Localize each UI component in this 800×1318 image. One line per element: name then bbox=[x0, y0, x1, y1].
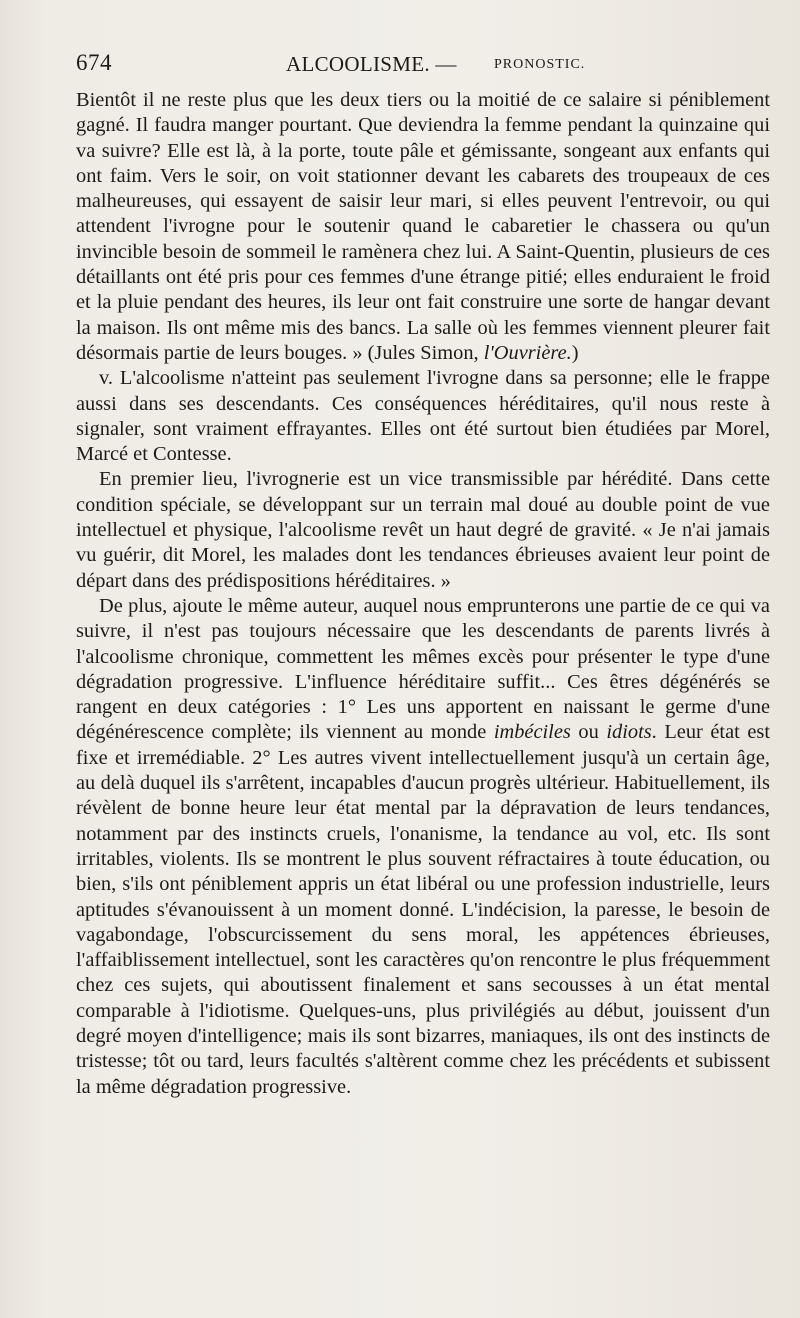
body-text bbox=[76, 88, 770, 1100]
paragraph-3: En premier lieu, l'ivrognerie est un vice transmissible par hérédité. Dans cette condition spéciale, se développant sur un terrain mal doué au double point de vue intellectuel et physique, l'alcoolisme revêt un haut degré de gravité. « Je n'ai jamais vu guérir, dit Morel, les malades dont les tendances ébrieuses avaient leur point de départ dans des prédispositions héréditaires. » bbox=[76, 468, 770, 592]
paragraph-text: ou bbox=[570, 721, 607, 744]
running-title: ALCOOLISME. — bbox=[286, 52, 457, 76]
paragraph-text: ) bbox=[571, 341, 579, 364]
italic-term: idiots bbox=[606, 721, 652, 744]
page-number: 674 bbox=[76, 50, 112, 75]
running-header bbox=[76, 50, 770, 86]
paragraph-text: . Leur état est fixe et irremédiable. 2° Les autres vivent intellectuellement jusqu'à un certain âge, au delà duquel ils s'arrêtent, incapables d'aucun progrès ultérieur. Habituellement, ils révèlent de bonne heure leur état mental par la dépravation de leurs tendances, notamment par des instincts cruels, l'onanisme, la tendance au vol, etc. Ils sont irritables, violents. Ils se montrent le plus souvent réfractaires à toute éducation, ou bien, s'ils ont péniblement appris un état libéral ou une profession industrielle, leurs aptitudes s'évanouissent à un moment donné. L'indécision, la paresse, le besoin de vagabondage, l'obscurcissement du sens moral, les appétences ébrieuses, l'affaiblissement intellectuel, sont les caractères qu'on rencontre le plus fréquemment chez ces sujets, qui aboutissent finalement et sans secousses à un état mental comparable à l'idiotisme. Quelques-uns, plus privilégiés au début, jouissent d'un degré moyen d'intelligence; mais ils sont bizarres, maniaques, ils ont des instincts de tristesse; tôt ou tard, leurs facultés s'altèrent comme chez les précédents et subissent la même dégradation progressive. bbox=[76, 721, 770, 1098]
italic-title: l'Ouvrière. bbox=[483, 341, 572, 364]
paragraph-text: De plus, ajoute le même auteur, auquel nous emprunterons une partie de ce qui va suivre, il n'est pas toujours nécessaire que les descendants de parents livrés à l'alcoolisme chronique, commettent les mêmes excès pour présenter le type d'une dégradation progressive. L'influence héréditaire suffit... Ces êtres dégénérés se rangent en deux catégories : 1° Les uns apportent en naissant le germe d'une dégénérescence complète; ils viennent au monde bbox=[76, 594, 770, 744]
italic-term: imbéciles bbox=[493, 721, 571, 744]
running-subtitle: PRONOSTIC. bbox=[494, 57, 586, 72]
paragraph-text: Bientôt il ne reste plus que les deux tiers ou la moitié de ce salaire si péniblement gagné. Il faudra manger pourtant. Que deviendra la femme pendant la quinzaine qui va suivre? Elle est là, à la porte, toute pâle et gémissante, songeant aux enfants qui ont faim. Vers le soir, on voit stationner devant les cabarets des troupeaux de ces malheureuses, qui essayent de saisir leur mari, si elles peuvent l'entrevoir, ou qui attendent l'ivrogne pour le soutenir quand le cabaretier le chassera ou qu'un invincible besoin de sommeil le ramènera chez lui. A Saint-Quentin, plusieurs de ces détaillants ont été pris pour ces femmes d'une étrange pitié; elles enduraient le froid et la pluie pendant des heures, ils leur ont fait construire une sorte de hangar devant la maison. Ils ont même mis des bancs. La salle où les femmes viennent pleurer fait désormais partie de leurs bouges. » (Jules Simon, bbox=[76, 89, 770, 364]
paragraph-2: v. L'alcoolisme n'atteint pas seulement l'ivrogne dans sa personne; elle le frappe aussi dans ses descendants. Ces conséquences héréditaires, qu'il nous reste à signaler, sont vraiment effrayantes. Elles ont été surtout bien étudiées par Morel, Marcé et Contesse. bbox=[76, 367, 770, 466]
paragraph-1 bbox=[76, 88, 770, 366]
paragraph-4 bbox=[76, 594, 770, 1100]
